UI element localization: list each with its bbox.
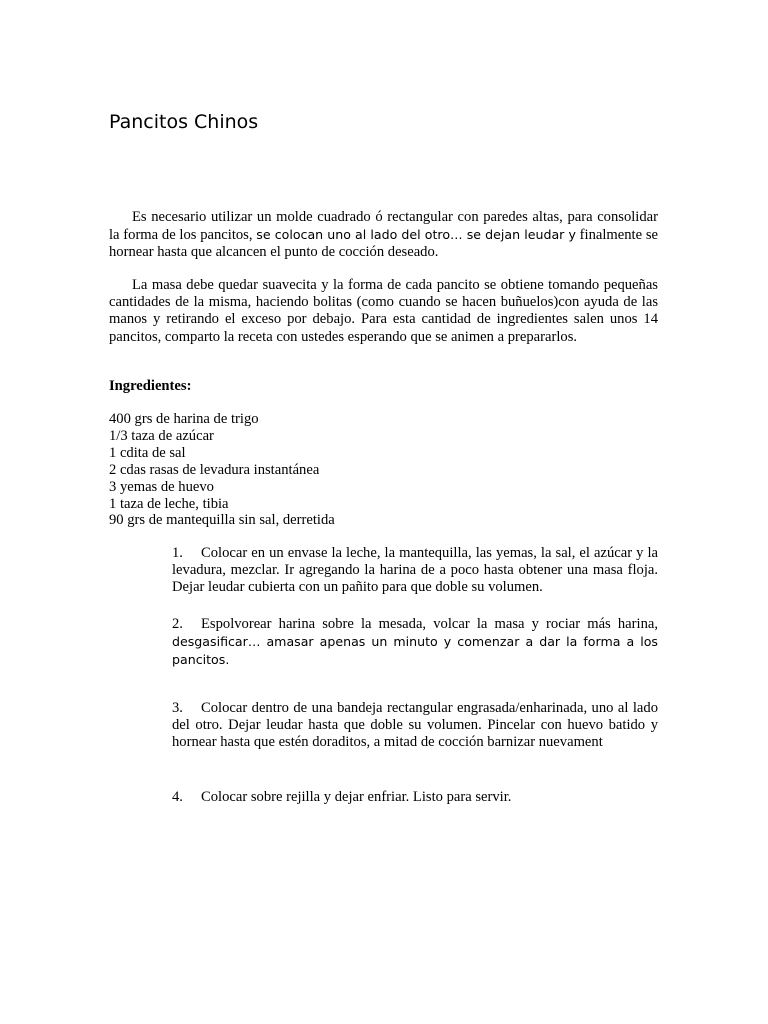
- recipe-title: Pancitos Chinos: [109, 111, 259, 133]
- step-number: 2.: [172, 616, 183, 632]
- ingredient-item: 2 cdas rasas de levadura instantánea: [109, 461, 320, 478]
- step-1: [172, 545, 658, 597]
- intro-p1-text-a: Es necesario utilizar un molde cuadrado ó rectangular con paredes altas, para consolidar la forma de los pancitos,: [109, 209, 658, 244]
- step-number: 4.: [172, 789, 183, 805]
- step-text-a: Espolvorear harina sobre la mesada, volcar la masa y rociar más harina,: [201, 616, 658, 632]
- step-4: [172, 789, 658, 806]
- step-number: 1.: [172, 545, 183, 561]
- ingredients-list: [109, 411, 335, 529]
- intro-p1-text-b: se colocan uno al lado del otro… se dejan leudar y: [256, 227, 576, 243]
- intro-p2-text: La masa debe quedar suavecita y la forma de cada pancito se obtiene tomando pequeñas cantidades de la misma, haciendo bolitas (como cuando se hacen buñuelos)con ayuda de las manos y retirando el exceso por debajo. Para esta cantidad de ingredientes salen unos 14 pancitos, comparto la receta con ustedes esperando que se animen a prepararlos.: [109, 277, 658, 345]
- intro-paragraph-2: [109, 277, 658, 346]
- step-number: 3.: [172, 700, 183, 716]
- ingredient-item: 400 grs de harina de trigo: [109, 411, 259, 427]
- ingredient-item: 1/3 taza de azúcar: [109, 427, 214, 444]
- ingredient-item: 1 taza de leche, tibia: [109, 495, 229, 512]
- step-text: Colocar en un envase la leche, la mantequilla, las yemas, la sal, el azúcar y la levadura, mezclar. Ir agregando la harina de a poco hasta obtener una masa floja. Dejar leudar cubierta con un pañito para que doble su volumen.: [172, 545, 658, 596]
- intro-p1-text-c: finalmente se hornear hasta que alcancen el punto de cocción deseado.: [109, 227, 658, 261]
- step-text-b: desgasificar… amasar apenas un minuto y comenzar a dar la forma a los pancitos.: [172, 634, 658, 668]
- step-text: Colocar sobre rejilla y dejar enfriar. Listo para servir.: [201, 789, 512, 805]
- step-text: Colocar dentro de una bandeja rectangular engrasada/enharinada, uno al lado del otro. Dejar leudar hasta que doble su volumen. Pincelar con huevo batido y hornear hasta que estén doraditos, a mitad de cocción barnizar nuevament: [172, 700, 658, 751]
- step-3: [172, 700, 658, 752]
- ingredients-heading: Ingredientes:: [109, 378, 192, 394]
- ingredient-item: 1 cdita de sal: [109, 444, 186, 461]
- intro-paragraph-1: [109, 209, 658, 262]
- step-2: [172, 616, 658, 670]
- ingredient-item: 3 yemas de huevo: [109, 478, 214, 495]
- ingredient-item: 90 grs de mantequilla sin sal, derretida: [109, 512, 335, 529]
